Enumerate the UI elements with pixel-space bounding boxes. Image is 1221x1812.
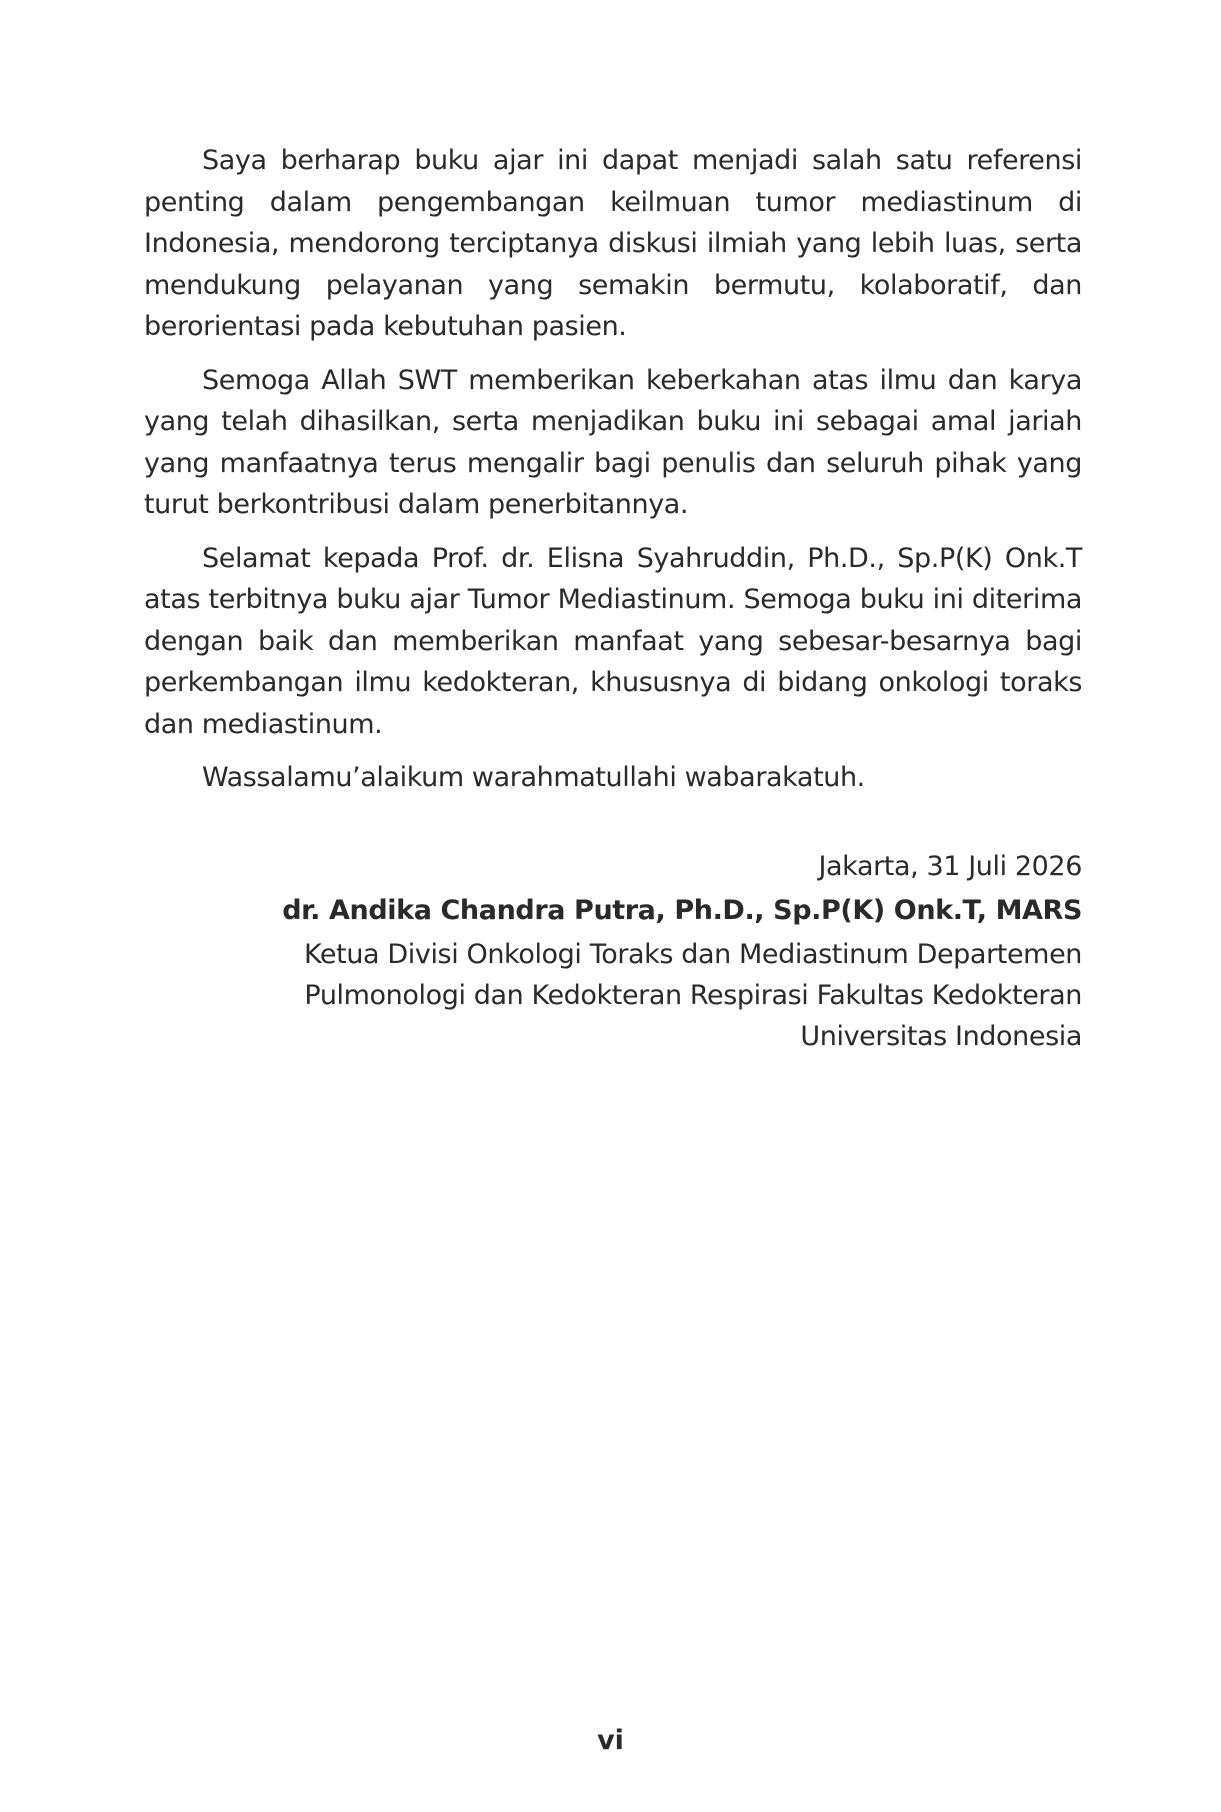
signature-role-line: Pulmonologi dan Kedokteran Respirasi Fakultas Kedokteran <box>304 980 1082 1011</box>
signature-role-line: Ketua Divisi Onkologi Toraks dan Mediastinum Departemen <box>303 939 1082 970</box>
signature-name: dr. Andika Chandra Putra, Ph.D., Sp.P(K) Onk.T, MARS <box>282 895 1082 926</box>
signature-place-date: Jakarta, 31 Juli 2026 <box>818 851 1082 882</box>
paragraph-congratulations: Selamat kepada Prof. dr. Elisna Syahruddin, Ph.D., Sp.P(K) Onk.T atas terbitnya buku ajar Tumor Mediastinum. Semoga buku ini diterima dengan baik dan memberikan manfaat yang sebesar-besarnya bagi perkembangan ilmu kedokteran, khususnya di bidang onkologi toraks dan mediastinum. <box>144 542 1082 740</box>
closing-salutation: Wassalamu’alaikum warahmatullahi wabarakatuh. <box>202 762 865 793</box>
paragraph-hope: Saya berharap buku ajar ini dapat menjadi salah satu referensi penting dalam pengembangan keilmuan tumor mediastinum di Indonesia, mendorong terciptanya diskusi ilmiah yang lebih luas, serta mendukung pelayanan yang semakin bermutu, kolaboratif, dan berorientasi pada kebutuhan pasien. <box>144 145 1082 342</box>
paragraph-prayer: Semoga Allah SWT memberikan keberkahan atas ilmu dan karya yang telah dihasilkan, serta menjadikan buku ini sebagai amal jariah yang manfaatnya terus mengalir bagi penulis dan seluruh pihak yang turut berkontribusi dalam penerbitannya. <box>144 364 1082 520</box>
signature-role-line: Universitas Indonesia <box>800 1021 1082 1052</box>
signature-block <box>144 846 1082 1057</box>
body-text <box>144 140 1082 757</box>
page-number: vi <box>597 1725 624 1756</box>
